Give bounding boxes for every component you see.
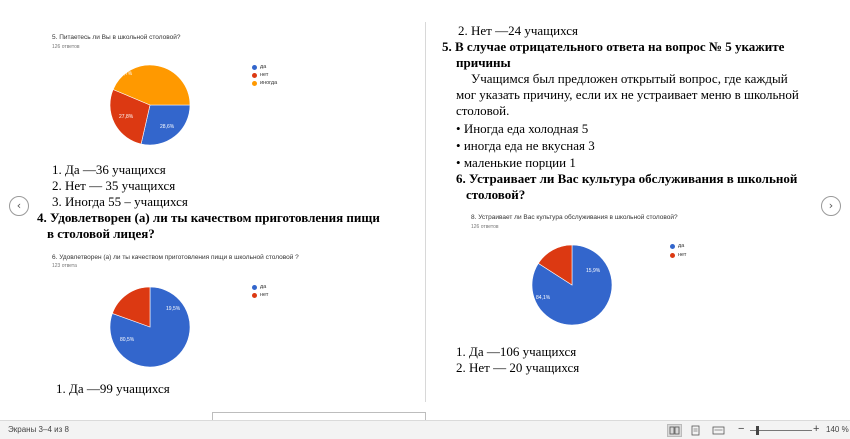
web-layout-icon	[712, 425, 725, 436]
q6-pie	[110, 287, 190, 367]
q5-label-1: 27,8%	[119, 114, 134, 120]
read-mode-icon	[668, 425, 681, 436]
legend-dot	[252, 285, 257, 290]
legend-dot	[670, 244, 675, 249]
q8-pie	[532, 245, 612, 325]
zoom-out-button[interactable]: −	[738, 423, 745, 435]
q8-count: 126 ответов	[471, 224, 499, 230]
legend-label: нет	[260, 72, 269, 78]
q6-label-0: 80,5%	[120, 337, 135, 343]
bullet-icon: •	[456, 138, 464, 153]
legend-item-net	[670, 252, 686, 258]
zoom-slider-track[interactable]	[750, 430, 812, 431]
para-line-3: столовой.	[456, 103, 510, 118]
bullet-item	[456, 121, 588, 137]
bullet-icon: •	[456, 121, 464, 136]
bullet-item	[456, 155, 576, 171]
legend-item-inogda	[252, 80, 277, 86]
q5-pie-chart	[100, 60, 200, 150]
legend-dot	[670, 253, 675, 258]
q5-answer-2: 2. Нет — 35 учащихся	[52, 178, 176, 193]
q8-label-1: 15,9%	[586, 268, 601, 274]
zoom-level[interactable]: 140 %	[826, 425, 849, 434]
para-line-1: Учащимся был предложен открытый вопрос, где каждый	[471, 71, 788, 86]
q6-answer-1: 1. Да —99 учащихся	[56, 381, 170, 396]
bullet-text: иногда еда не вкусная 3	[463, 138, 595, 153]
zoom-slider-thumb[interactable]	[756, 426, 759, 435]
legend-dot	[252, 293, 257, 298]
heading-5-line1: 5. В случае отрицательного ответа на вопрос № 5 укажите	[442, 39, 785, 54]
bullet-icon: •	[456, 155, 464, 170]
right-top-line: 2. Нет —24 учащихся	[458, 23, 578, 38]
legend-item-da	[252, 64, 266, 70]
legend-item-net	[252, 72, 268, 78]
legend-dot	[252, 81, 257, 86]
legend-item-da	[252, 284, 266, 290]
bullet-item	[456, 138, 595, 154]
q5-answer-1: 1. Да —36 учащихся	[52, 162, 166, 177]
legend-label: иногда	[260, 80, 278, 86]
q5-pie	[110, 65, 190, 145]
status-bar	[0, 420, 850, 439]
q8-title: 8. Устраивает ли Вас культура обслуживания в школьной столовой?	[471, 214, 678, 221]
legend-label: да	[260, 64, 267, 70]
legend-dot	[252, 73, 257, 78]
q5-title: 5. Питаетесь ли Вы в школьной столовой?	[52, 34, 181, 41]
print-layout-button[interactable]	[688, 424, 703, 437]
chevron-left-icon: ‹	[16, 199, 22, 212]
heading-4-line2: в столовой лицея?	[47, 226, 155, 241]
bullet-text: Иногда еда холодная 5	[463, 121, 589, 136]
q8-answer-2: 2. Нет — 20 учащихся	[456, 360, 580, 375]
para-line-2: мог указать причину, если их не устраивает меню в школьной	[456, 87, 799, 102]
heading-6-line2: столовой?	[466, 187, 526, 202]
legend-item-net	[252, 292, 268, 298]
q6-title: 6. Удовлетворен (а) ли ты качеством приготовления пищи в школьной столовой ?	[52, 254, 299, 261]
legend-item-da	[670, 243, 684, 249]
prev-page-button[interactable]	[9, 196, 29, 216]
read-mode-button[interactable]	[667, 424, 682, 437]
heading-5-line2: причины	[456, 55, 511, 70]
q8-label-0: 84,1%	[536, 295, 551, 301]
q8-answer-1: 1. Да —106 учащихся	[456, 344, 577, 359]
q5-answer-3: 3. Иногда 55 – учащихся	[52, 194, 188, 209]
q5-count: 126 ответов	[52, 44, 80, 50]
legend-label: да	[260, 284, 267, 290]
chevron-right-icon: ›	[828, 199, 834, 212]
legend-label: нет	[260, 292, 269, 298]
zoom-in-button[interactable]: +	[813, 423, 820, 435]
q8-pie-chart	[522, 240, 622, 330]
bullet-text: маленькие порции 1	[463, 155, 576, 170]
print-layout-icon	[689, 425, 702, 436]
q6-count: 123 ответа	[52, 263, 77, 269]
q5-label-0: 43,7%	[118, 71, 133, 77]
next-page-button[interactable]	[821, 196, 841, 216]
legend-dot	[252, 65, 257, 70]
page-counter: Экраны 3–4 из 8	[8, 425, 69, 434]
legend-label: да	[678, 243, 685, 249]
page-divider	[425, 22, 426, 402]
q6-pie-chart	[100, 282, 200, 372]
legend-label: нет	[678, 252, 687, 258]
q6-label-1: 19,5%	[166, 306, 181, 312]
heading-4-line1: 4. Удовлетворен (а) ли ты качеством приготовления пищи	[37, 210, 380, 225]
heading-6-line1: 6. Устраивает ли Вас культура обслуживания в школьной	[456, 171, 798, 186]
web-layout-button[interactable]	[711, 424, 726, 437]
q5-label-2: 28,6%	[160, 124, 175, 130]
